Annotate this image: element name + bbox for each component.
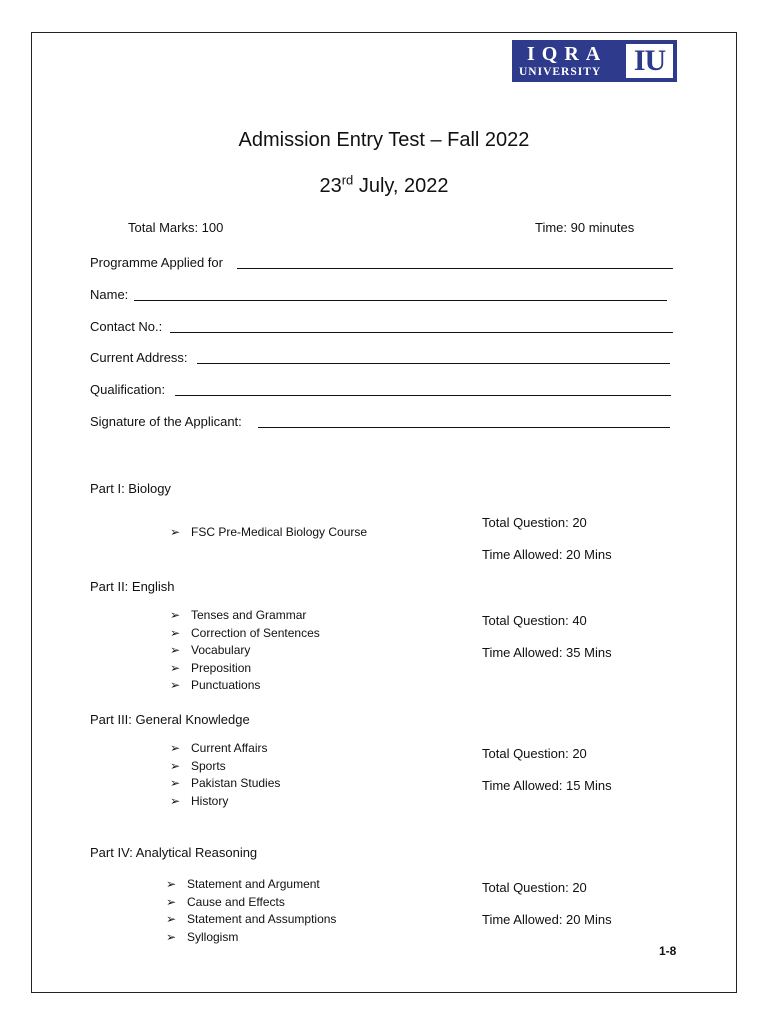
arrow-bullet-icon: ➢ [170,793,181,808]
list-item: ➢ FSC Pre-Medical Biology Course [170,524,367,542]
arrow-bullet-icon: ➢ [170,678,181,692]
part-3-title: Part III: General Knowledge [90,712,250,727]
part-3-topics [170,740,280,810]
arrow-bullet-icon: ➢ [170,741,181,755]
arrow-bullet-icon: ➢ [170,608,181,622]
field-address-line[interactable] [197,363,670,364]
arrow-bullet-icon: ➢ [170,660,181,675]
date-day: 23 [319,175,342,197]
field-name-line[interactable] [134,300,667,301]
list-item: ➢ Pakistan Studies [170,775,280,793]
logo-word-university: UNIVERSITY [519,66,602,78]
field-programme-line[interactable] [237,268,673,269]
part-2-total-questions: Total Question: 40 [482,613,587,628]
list-item: ➢ History [170,793,280,811]
iqra-university-logo [512,40,677,82]
arrow-bullet-icon: ➢ [170,758,181,773]
logo-word-iqra: IQRA [527,43,608,65]
part-4-time-allowed: Time Allowed: 20 Mins [482,912,612,927]
part-2-title: Part II: English [90,579,175,594]
arrow-bullet-icon: ➢ [166,912,177,926]
part-4-title: Part IV: Analytical Reasoning [90,845,258,860]
arrow-bullet-icon: ➢ [170,525,181,539]
list-item: ➢ Punctuations [170,677,320,695]
list-item: ➢ Statement and Assumptions [166,911,336,929]
list-item: ➢ Tenses and Grammar [170,607,320,625]
total-time: Time: 90 minutes [535,220,635,235]
list-item: ➢ Syllogism [166,929,336,947]
total-marks: Total Marks: 100 [128,220,224,235]
part-1-topics [170,524,367,542]
arrow-bullet-icon: ➢ [170,643,181,657]
part-2-time-allowed: Time Allowed: 35 Mins [482,645,612,660]
part-3-time-allowed: Time Allowed: 15 Mins [482,778,612,793]
field-signature-label: Signature of the Applicant: [90,414,242,429]
field-name-label: Name: [90,287,129,302]
part-1-time-allowed: Time Allowed: 20 Mins [482,547,612,562]
part-1-title: Part I: Biology [90,481,171,496]
field-contact-label: Contact No.: [90,319,163,334]
part-3-total-questions: Total Question: 20 [482,746,587,761]
list-item: ➢ Current Affairs [170,740,280,758]
arrow-bullet-icon: ➢ [166,877,177,891]
logo-iu-mark: IU [626,44,673,78]
date-suffix: rd [341,172,354,188]
field-contact-line[interactable] [170,332,673,333]
arrow-bullet-icon: ➢ [166,929,177,944]
field-signature-line[interactable] [258,427,670,428]
arrow-bullet-icon: ➢ [166,894,177,909]
page-number: 1-8 [659,944,677,958]
list-item: ➢ Sports [170,758,280,776]
part-4-total-questions: Total Question: 20 [482,880,587,895]
field-programme-label: Programme Applied for [90,255,223,270]
date-month-year: July, 2022 [353,175,449,197]
logo-wordmark [517,44,627,78]
list-item: ➢ Cause and Effects [166,894,336,912]
list-item: ➢ Statement and Argument [166,876,336,894]
part-1-total-questions: Total Question: 20 [482,515,587,530]
list-item: ➢ Vocabulary [170,642,320,660]
arrow-bullet-icon: ➢ [170,776,181,790]
field-qualification-line[interactable] [175,395,671,396]
test-date [0,172,768,198]
list-item: ➢ Preposition [170,660,320,678]
document-title: Admission Entry Test – Fall 2022 [238,129,530,151]
field-address-label: Current Address: [90,350,188,365]
part-4-topics [166,876,336,946]
arrow-bullet-icon: ➢ [170,625,181,640]
field-qualification-label: Qualification: [90,382,166,397]
list-item: ➢ Correction of Sentences [170,625,320,643]
part-2-topics [170,607,320,695]
